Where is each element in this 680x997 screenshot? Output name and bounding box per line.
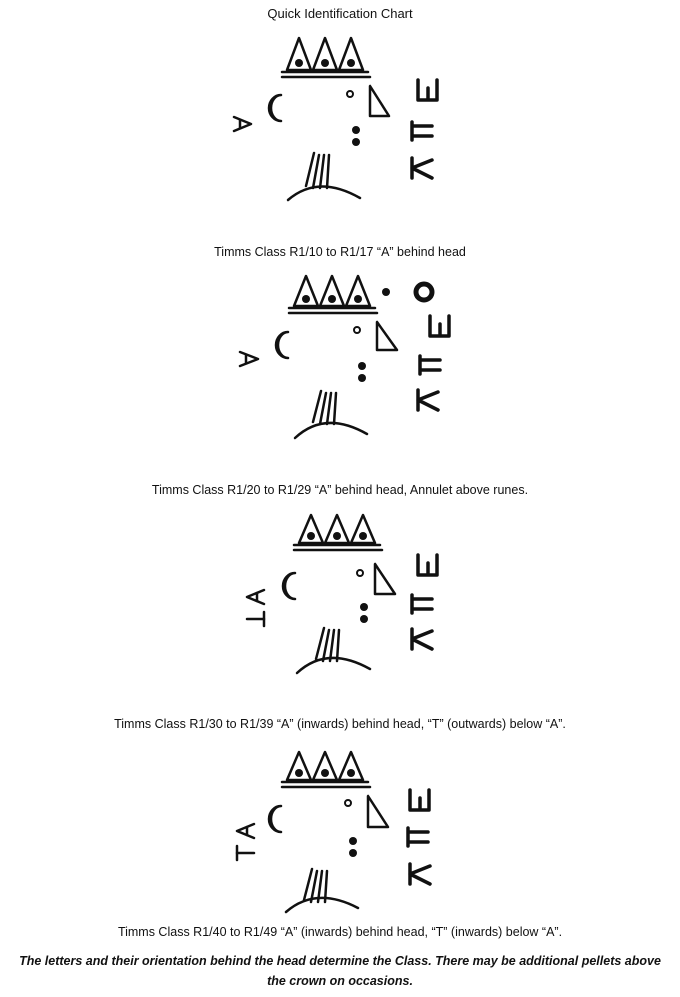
crescent: [283, 573, 295, 599]
bust-lines: [288, 153, 360, 200]
crescent: [269, 806, 281, 832]
letter-t: [237, 846, 254, 860]
crescent: [276, 332, 288, 358]
nose-triangle: [375, 564, 395, 594]
footnote-line-2: the crown on occasions.: [267, 974, 413, 988]
annulet-above-runes: [416, 284, 432, 300]
nose-triangle: [377, 322, 397, 350]
caption-2: Timms Class R1/20 to R1/29 “A” behind head, Annulet above runes.: [151, 483, 529, 497]
chart-title: Quick Identification Chart: [267, 6, 413, 21]
runes: [408, 790, 430, 884]
coin-diagram-3: [0, 507, 680, 737]
coin-diagram-2: [0, 268, 680, 498]
coin-sketch-1: [0, 28, 680, 238]
letter-t: [247, 612, 264, 626]
pellet: [358, 362, 366, 370]
letter-a: [247, 590, 264, 604]
footnote: [0, 951, 680, 991]
bust-lines: [297, 628, 370, 673]
crown: [282, 38, 370, 77]
eye-annulet: [347, 91, 353, 97]
bust-lines: [286, 869, 358, 912]
bust-lines: [295, 391, 367, 438]
crescent: [269, 95, 281, 121]
runes: [412, 555, 437, 649]
pellet: [360, 615, 368, 623]
eye-annulet: [354, 327, 360, 333]
extra-pellet: [382, 288, 390, 296]
pellet: [352, 126, 360, 134]
pellet: [358, 374, 366, 382]
pellet: [349, 849, 357, 857]
runes: [412, 80, 437, 178]
caption-1: Timms Class R1/10 to R1/17 “A” behind head: [214, 245, 466, 259]
runes: [418, 316, 449, 410]
nose-triangle: [370, 86, 389, 116]
coin-sketch-2: [0, 268, 680, 478]
caption-4: Timms Class R1/40 to R1/49 “A” (inwards) behind head, “T” (inwards) below “A”.: [117, 925, 563, 939]
footnote-line-1: The letters and their orientation behind the head determine the Class. There may be additional pellets above: [19, 954, 661, 968]
caption-3: Timms Class R1/30 to R1/39 “A” (inwards) behind head, “T” (outwards) below “A”.: [114, 717, 566, 731]
letter-a: [237, 824, 254, 838]
coin-diagram-1: [0, 28, 680, 258]
letter-a: [234, 117, 251, 131]
nose-triangle: [368, 796, 388, 827]
coin-sketch-4: [0, 740, 680, 915]
pellet: [349, 837, 357, 845]
eye-annulet: [345, 800, 351, 806]
pellet: [352, 138, 360, 146]
coin-sketch-3: [0, 507, 680, 717]
letter-a: [240, 352, 258, 366]
pellet: [360, 603, 368, 611]
eye-annulet: [357, 570, 363, 576]
